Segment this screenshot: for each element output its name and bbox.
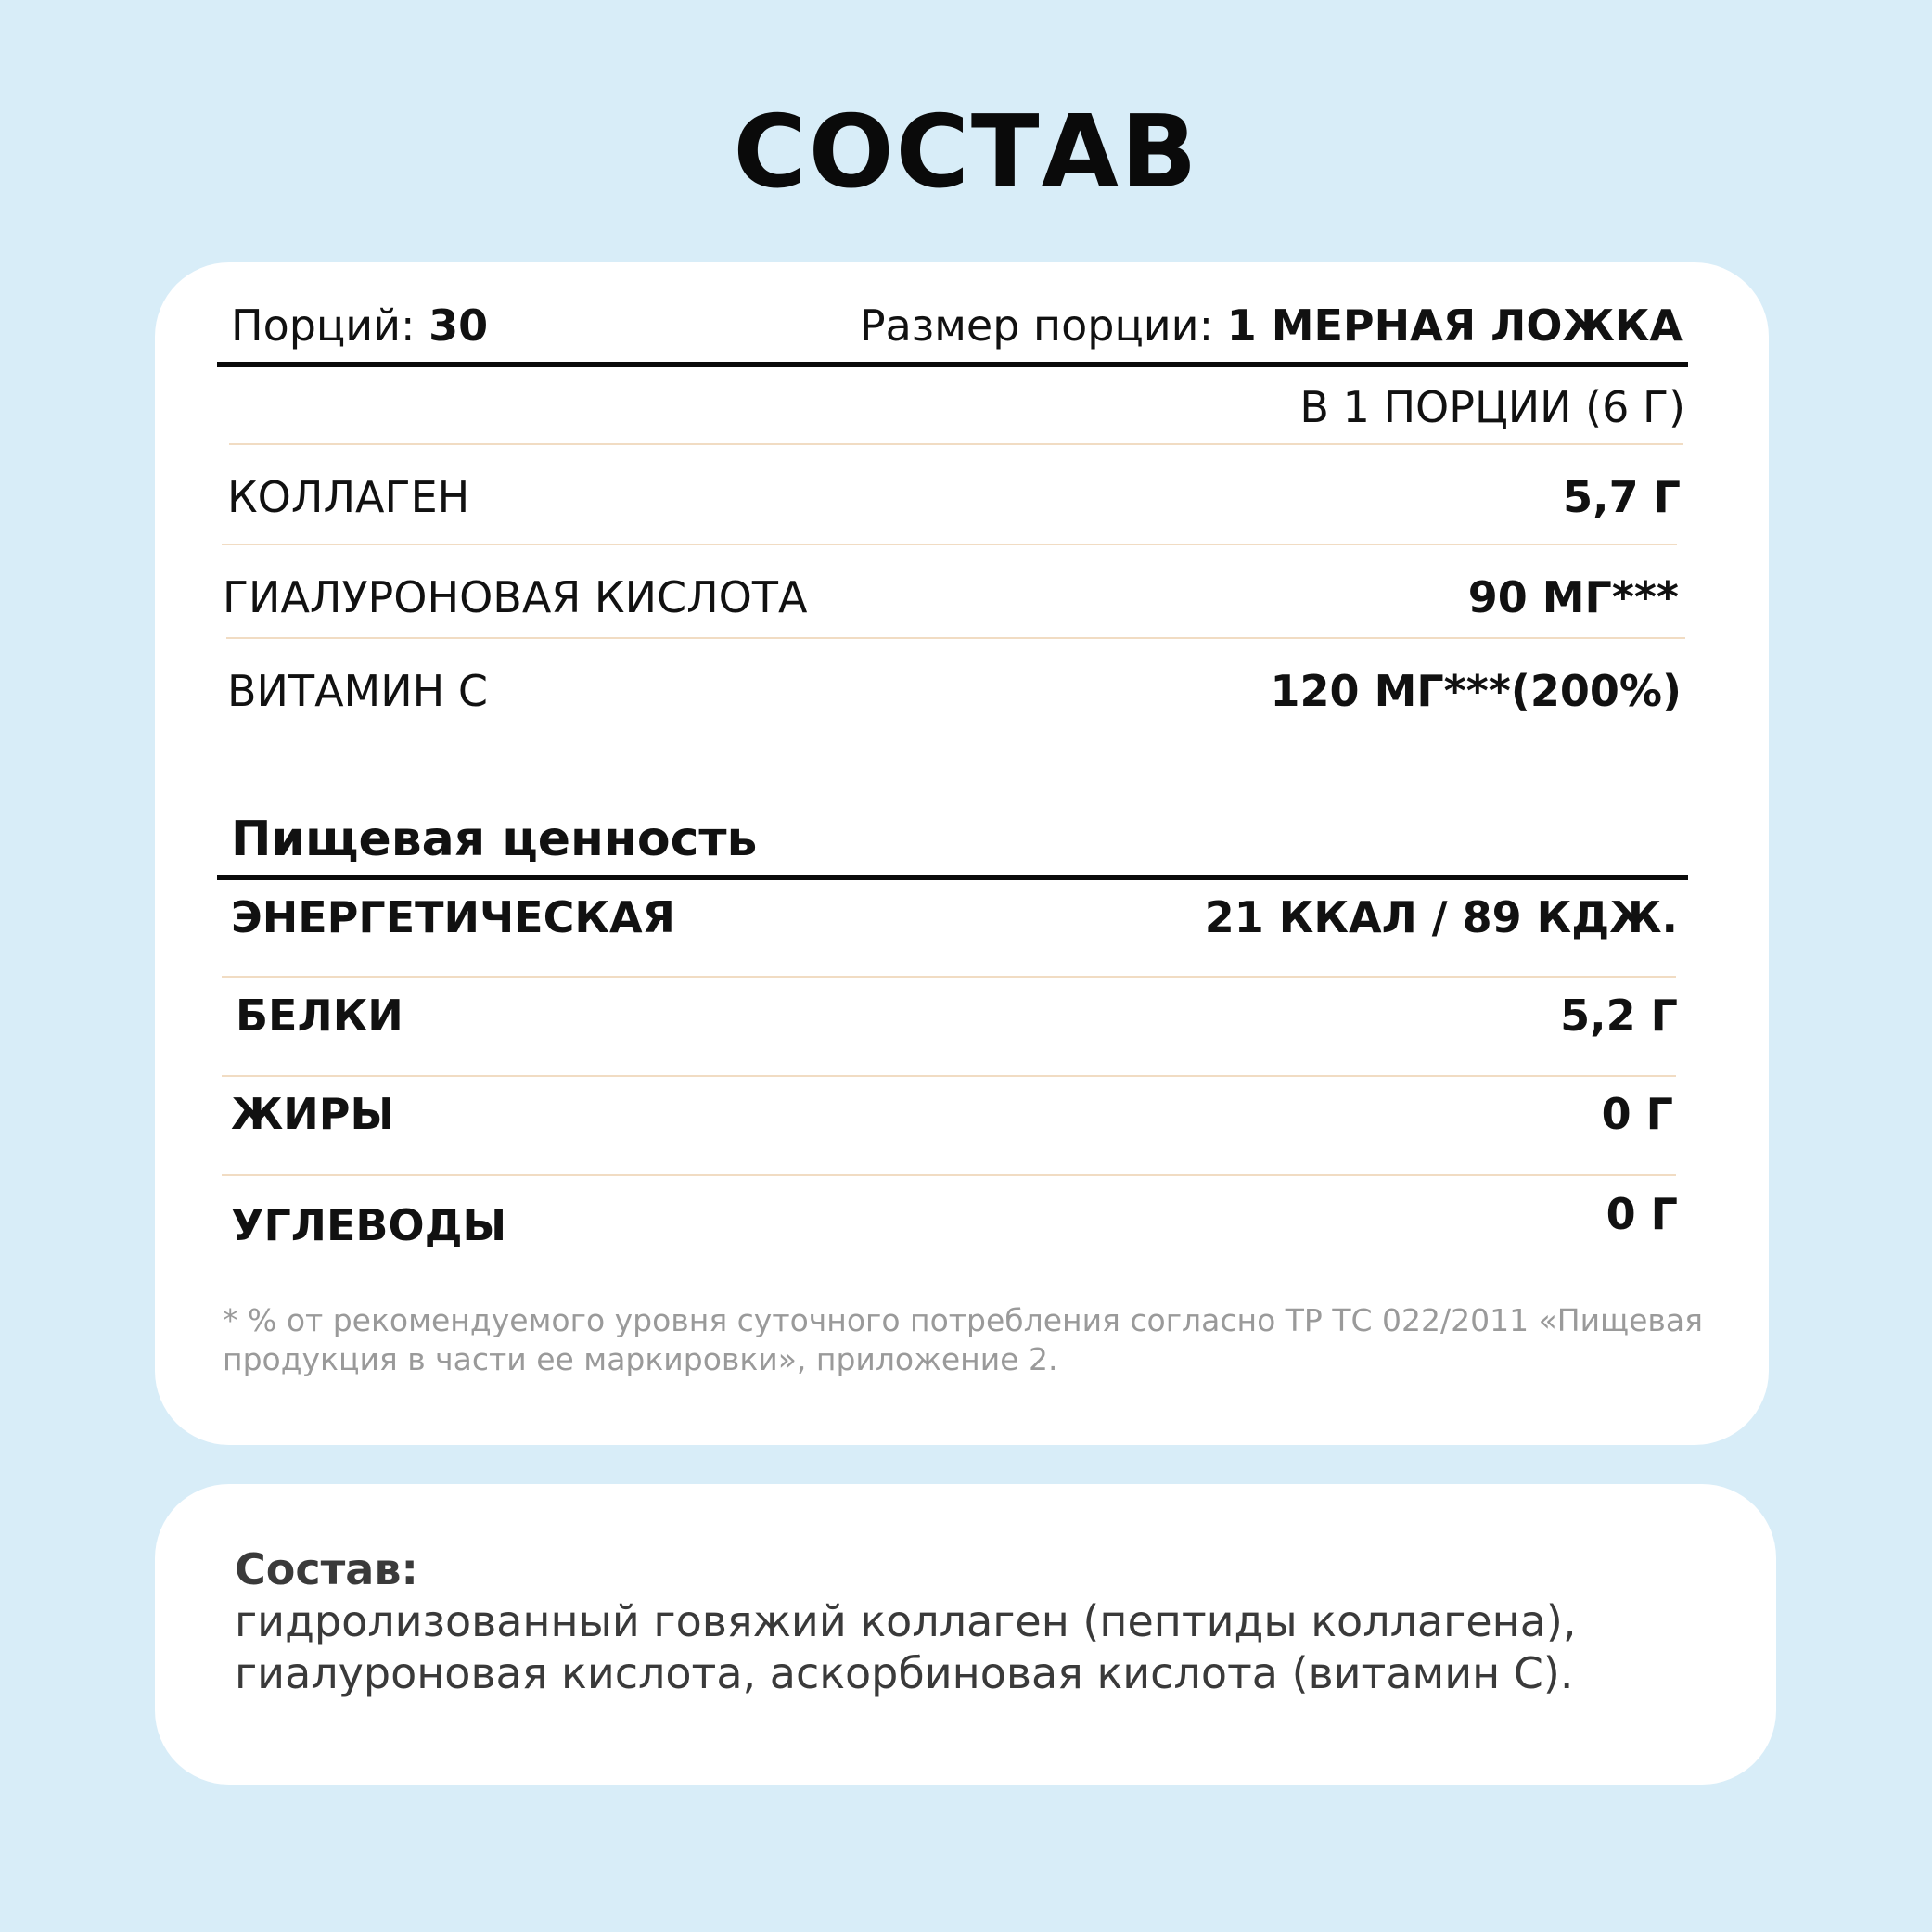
component-value: 5,7 Г — [1563, 472, 1681, 522]
portions-label: Порций: — [231, 301, 416, 351]
page-title: СОСТАВ — [733, 95, 1199, 211]
divider-thick — [217, 875, 1688, 880]
nutrient-value: 5,2 Г — [1560, 991, 1678, 1041]
ingredients-heading: Состав: — [235, 1544, 418, 1594]
per-portion-header: В 1 ПОРЦИИ (6 Г) — [1299, 382, 1685, 432]
divider-thin — [222, 544, 1677, 545]
divider-thick — [217, 362, 1688, 367]
nutrition-row — [231, 1088, 1673, 1140]
per-portion-header-row — [220, 381, 1685, 433]
nutrient-name: УГЛЕВОДЫ — [231, 1200, 507, 1250]
nutrient-value: 21 ККАЛ / 89 КДЖ. — [1204, 892, 1678, 942]
serving-size — [860, 300, 1683, 352]
divider-thin — [222, 1174, 1676, 1176]
nutrition-row — [231, 891, 1678, 943]
serving-size-value: 1 МЕРНАЯ ЛОЖКА — [1226, 301, 1683, 351]
serving-size-label: Размер порции: — [859, 301, 1214, 351]
portions — [231, 300, 488, 352]
divider-thin — [229, 443, 1683, 445]
divider-thin — [222, 1075, 1676, 1077]
component-row — [227, 471, 1681, 523]
component-value: 90 МГ*** — [1467, 572, 1679, 622]
divider-thin — [226, 637, 1685, 639]
component-row — [223, 571, 1679, 623]
footnote: * % от рекомендуемого уровня суточного потребления согласно ТР ТС 022/2011 «Пищевая продукция в части ее маркировки», приложение 2. — [223, 1302, 1703, 1377]
portions-value: 30 — [429, 301, 489, 351]
nutrient-name: ЭНЕРГЕТИЧЕСКАЯ — [231, 892, 675, 942]
ingredients-text: гидролизованный говяжий коллаген (пептиды коллагена), гиалуроновая кислота, аскорбиновая кислота (витамин С). — [235, 1596, 1577, 1698]
component-name: КОЛЛАГЕН — [227, 472, 470, 522]
nutrition-row — [231, 1188, 1678, 1251]
ingredients-card — [155, 1484, 1776, 1785]
component-row — [227, 665, 1682, 717]
nutrient-value: 0 Г — [1601, 1089, 1673, 1139]
nutrition-facts-card — [155, 262, 1769, 1445]
divider-thin — [222, 976, 1676, 978]
component-value: 120 МГ***(200%) — [1270, 666, 1682, 716]
nutrient-name: ЖИРЫ — [231, 1089, 395, 1139]
serving-row — [231, 300, 1683, 352]
nutrition-row — [236, 990, 1678, 1042]
nutrition-section-title: Пищевая ценность — [231, 812, 758, 867]
component-name: ВИТАМИН С — [227, 666, 488, 716]
nutrient-name: БЕЛКИ — [236, 991, 403, 1041]
component-name: ГИАЛУРОНОВАЯ КИСЛОТА — [223, 572, 808, 622]
nutrient-value: 0 Г — [1606, 1189, 1678, 1239]
